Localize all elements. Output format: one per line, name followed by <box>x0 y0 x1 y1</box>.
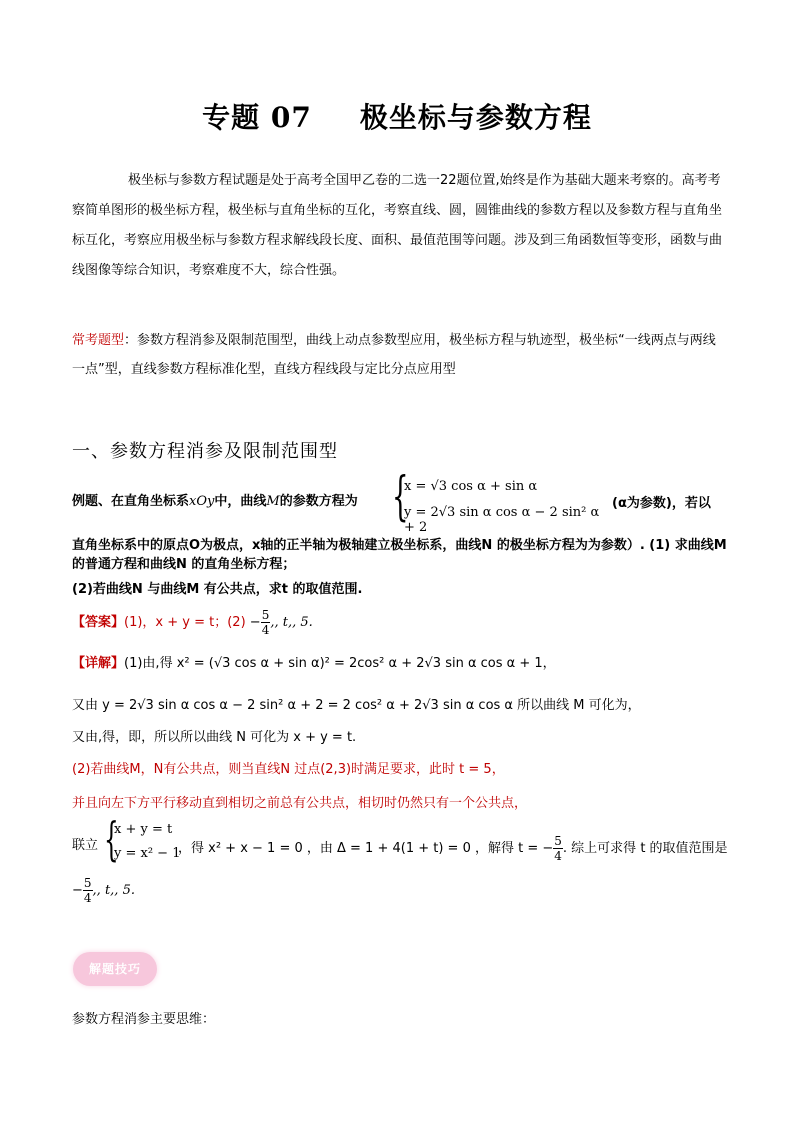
common-types-label: 常考题型 <box>72 333 125 348</box>
detail-line-6b: . 综上可求得 t 的取值范围是 <box>562 841 728 856</box>
final-fraction <box>83 876 93 905</box>
example-lead: 例题、在直角坐标系 <box>72 494 190 509</box>
common-types-paragraph <box>72 326 724 384</box>
detail-frac-den: 4 <box>554 849 562 863</box>
detail-label: 【详解】 <box>72 656 125 671</box>
answer-line <box>72 608 313 637</box>
title-main: 极坐标与参数方程 <box>359 101 592 134</box>
intro-paragraph: 极坐标与参数方程试题是处于高考全国甲乙卷的二选一22题位置,始终是作为基础大题来考察的。高考考察简单图形的极坐标方程，极坐标与直角坐标的互化，考察直线、圆，圆锥曲线的参数方程以及参数方程与直角坐标互化，考察应用极坐标与参数方程求解线段长度、面积、最值范围等问题。涉及到三角函数恒等变形，函数与曲线图像等综合知识，考察难度不大，综合性强。 <box>72 173 723 278</box>
title-number: 07 <box>270 101 312 134</box>
thinking-line: 参数方程消参主要思维： <box>72 1012 216 1027</box>
answer-label: 【答案】 <box>72 615 125 630</box>
example-xoy: xOy <box>189 494 215 509</box>
page-title <box>0 96 794 136</box>
detail-line-1-text: (1)由,得 x² = (√3 cos α + sin α)² = 2cos² α + 2√3 sin α cos α + 1， <box>124 656 556 671</box>
final-range <box>72 876 135 905</box>
detail-line-2: 又由 y = 2√3 sin α cos α − 2 sin² α + 2 = 2 cos² α + 2√3 sin α cos α 所以曲线 M 可化为， <box>72 698 641 713</box>
detail-line-6-fraction <box>553 834 563 863</box>
tips-badge: 解题技巧 <box>73 952 157 986</box>
final-frac-num: 5 <box>83 876 92 890</box>
section-heading: 一、参数方程消参及限制范围型 <box>72 441 338 462</box>
answer-tail: ,, t,, 5. <box>270 615 313 630</box>
final-tail: ,, t,, 5. <box>92 883 135 898</box>
parametric-system <box>392 467 612 535</box>
example-line-3: (2)若曲线N 与曲线M 有公共点，求t 的取值范围. <box>72 582 363 597</box>
joint-brace: { <box>104 812 119 866</box>
detail-line-6a: ，得 x² + x − 1 = 0 ，由 Δ = 1 + 4(1 + t) = 0 ，解得 t = − <box>178 841 554 856</box>
detail-line-3: 又由,得，即，所以所以曲线 N 可化为 x + y = t. <box>72 730 357 745</box>
detail-line-1 <box>72 652 556 671</box>
detail-line-4: (2)若曲线M，N有公共点，则当直线N 过点(2,3)时满足要求，此时 t = 5， <box>72 762 505 777</box>
example-mid: 中，曲线 <box>214 494 267 509</box>
example-mid2: 的参数方程为 <box>279 494 358 509</box>
final-neg: − <box>72 883 83 898</box>
detail-line-6 <box>178 834 728 863</box>
answer-frac-num: 5 <box>261 608 270 622</box>
joint-label: 联立 <box>72 838 99 853</box>
example-line-1 <box>72 490 358 509</box>
title-prefix: 专题 <box>202 101 261 134</box>
example-curve-m: M <box>266 494 280 509</box>
common-types-text: ：参数方程消参及限制范围型，曲线上动点参数型应用，极坐标方程与轨迹型，极坐标“一线两点与两线一点”型，直线参数方程标准化型，直线方程线段与定比分点应用型 <box>72 333 716 377</box>
example-tail: (α为参数)，若以 <box>612 496 711 511</box>
detail-line-5: 并且向左下方平行移动直到相切之前总有公共点，相切时仍然只有一个公共点， <box>72 796 528 811</box>
parametric-eq-y: y = 2√3 sin α cos α − 2 sin² α + 2 <box>404 505 600 535</box>
left-brace: { <box>392 467 409 527</box>
answer-fraction <box>261 608 271 637</box>
joint-eq-1: x + y = t <box>114 822 173 837</box>
parametric-eq-x: x = √3 cos α + sin α <box>404 479 538 494</box>
answer-frac-den: 4 <box>261 623 270 637</box>
final-frac-den: 4 <box>83 891 92 905</box>
detail-frac-num: 5 <box>554 834 562 848</box>
answer-neg: − <box>249 615 261 630</box>
example-line-2: 直角坐标系中的原点O为极点，x轴的正半轴为极轴建立极坐标系，曲线N 的极坐标方程为为参数）. (1) 求曲线M 的普通方程和曲线N 的直角坐标方程； <box>72 538 727 572</box>
answer-part1: (1)，x + y = t；(2) <box>124 615 246 630</box>
joint-eq-2: y = x² − 1 <box>114 846 181 861</box>
